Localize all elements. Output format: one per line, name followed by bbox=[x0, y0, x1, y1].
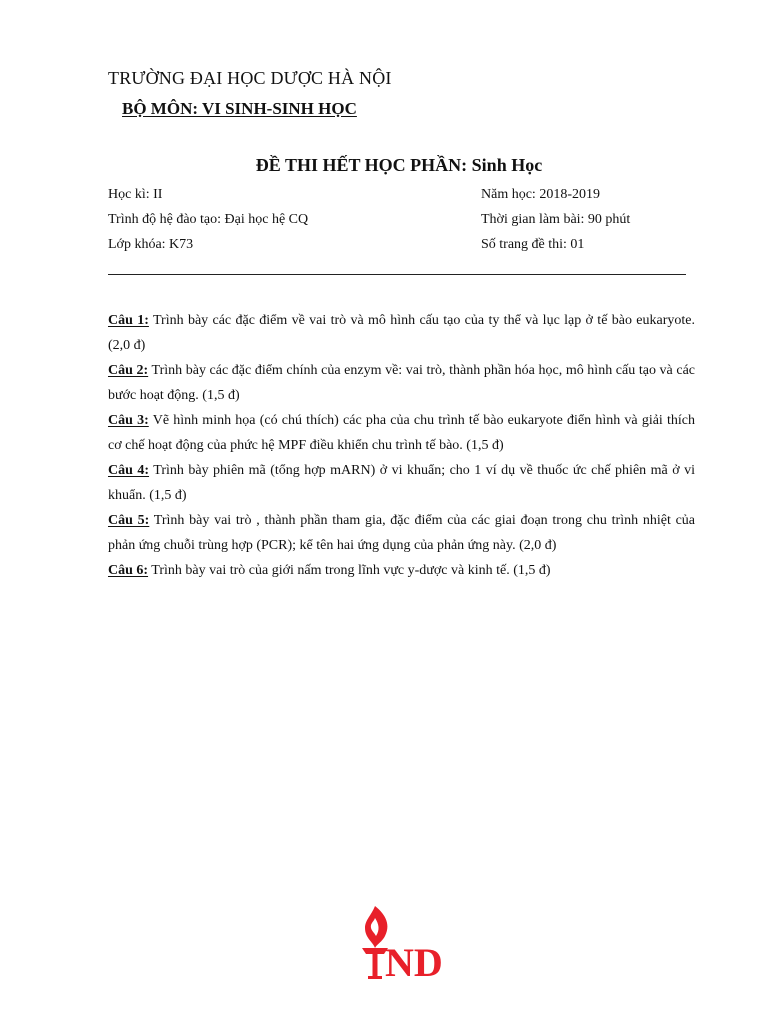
semester-info: Học kì: II bbox=[108, 187, 163, 202]
question-label: Câu 2: bbox=[108, 363, 149, 378]
class-info: Lớp khóa: K73 bbox=[108, 237, 194, 252]
exam-title: ĐỀ THI HẾT HỌC PHẦN: Sinh Học bbox=[255, 155, 543, 175]
torch-flame-icon bbox=[355, 904, 465, 984]
school-name: TRƯỜNG ĐẠI HỌC DƯỢC HÀ NỘI bbox=[108, 68, 392, 88]
training-level-info: Trình độ hệ đào tạo: Đại học hệ CQ bbox=[108, 212, 309, 227]
question-label: Câu 1: bbox=[108, 313, 149, 328]
question-item bbox=[108, 508, 695, 558]
question-text: Trình bày phiên mã (tổng hợp mARN) ở vi khuẩn; cho 1 ví dụ về thuốc ức chế phiên mã ở vi khuẩn. (1,5 đ) bbox=[108, 463, 695, 503]
year-info: Năm học: 2018-2019 bbox=[481, 187, 600, 202]
duration-info: Thời gian làm bài: 90 phút bbox=[481, 212, 631, 227]
question-label: Câu 5: bbox=[108, 513, 150, 528]
question-item bbox=[108, 358, 695, 408]
question-text: Trình bày các đặc điểm về vai trò và mô hình cấu tạo của ty thể và lục lạp ở tế bào eukaryote. (2,0 đ) bbox=[108, 313, 695, 353]
question-item bbox=[108, 408, 695, 458]
question-item bbox=[108, 458, 695, 508]
question-label: Câu 4: bbox=[108, 463, 150, 478]
question-label: Câu 3: bbox=[108, 413, 149, 428]
question-item bbox=[108, 308, 695, 358]
department-name: BỘ MÔN: VI SINH-SINH HỌC bbox=[122, 99, 357, 118]
question-item bbox=[108, 558, 695, 583]
question-text: Trình bày các đặc điểm chính của enzym về: vai trò, thành phần hóa học, mô hình cấu tạo và các bước hoạt động. (1,5 đ) bbox=[108, 363, 696, 403]
question-list bbox=[108, 308, 695, 583]
question-text: Vẽ hình minh họa (có chú thích) các pha của chu trình tế bào eukaryote điển hình và giải thích cơ chế hoạt động của phức hệ MPF điều khiển chu trình tế bào. (1,5 đ) bbox=[108, 413, 696, 453]
header-divider bbox=[108, 274, 686, 275]
logo-text: ND bbox=[385, 940, 443, 984]
question-label: Câu 6: bbox=[108, 563, 149, 578]
nd-logo bbox=[355, 904, 465, 984]
question-text: Trình bày vai trò của giới nấm trong lĩnh vực y-dược và kinh tế. (1,5 đ) bbox=[148, 563, 551, 578]
question-text: Trình bày vai trò , thành phần tham gia, đặc điểm của các giai đoạn trong chu trình nhiệt của phản ứng chuỗi trùng hợp (PCR); kể tên hai ứng dụng của phản ứng này. (2,0 đ) bbox=[108, 513, 695, 553]
page-count-info: Số trang đề thi: 01 bbox=[481, 237, 585, 252]
